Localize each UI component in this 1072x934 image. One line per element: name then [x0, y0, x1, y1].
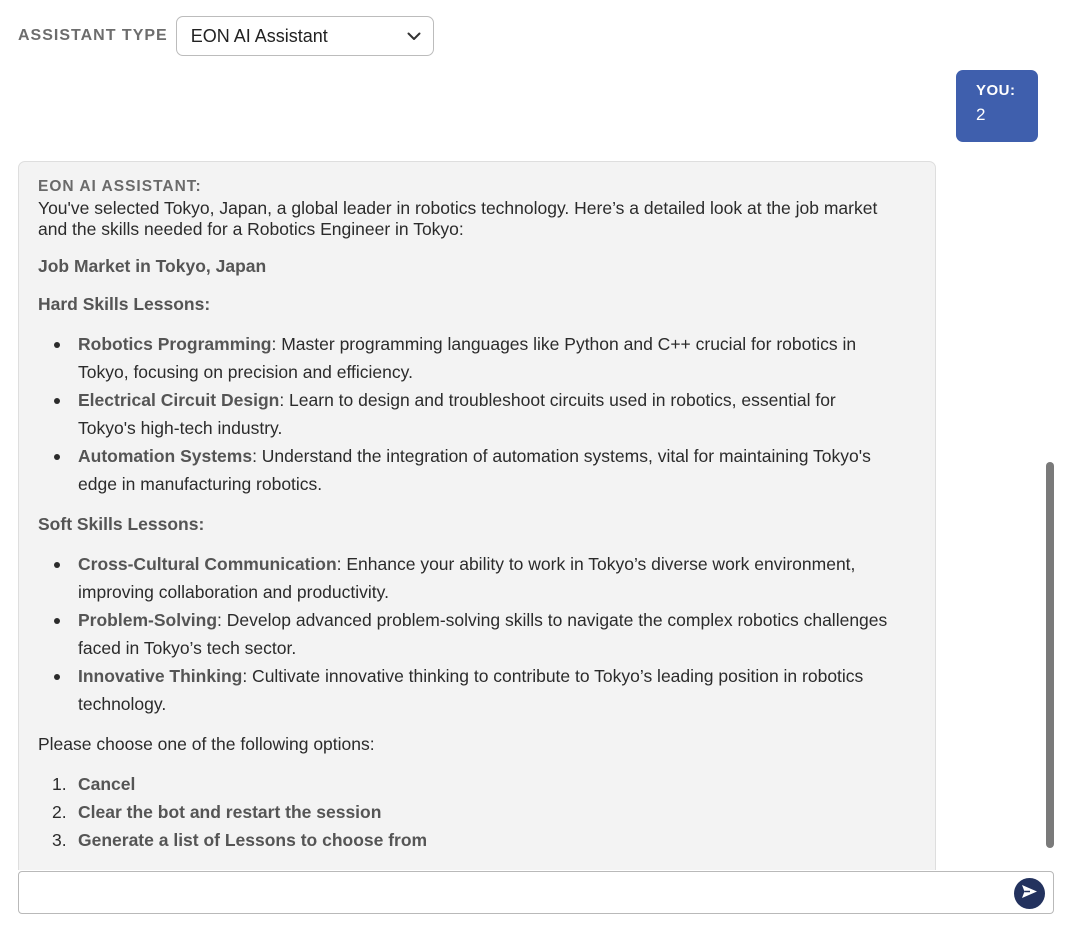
send-button[interactable]: [1014, 878, 1045, 909]
user-message-label: YOU:: [976, 82, 1016, 99]
user-message-text: 2: [976, 105, 986, 124]
assistant-type-row: [18, 16, 434, 56]
chat-messages[interactable]: [0, 62, 1072, 870]
option-number: 2.: [52, 802, 67, 822]
list-item: [78, 386, 895, 442]
option-number: 1.: [52, 774, 67, 794]
skill-description: : Cultivate innovative thinking to contribute to Tokyo’s leading position in robotics technology.: [78, 666, 864, 714]
option-number: 3.: [52, 830, 67, 850]
options-list: [38, 770, 895, 854]
list-item: [78, 606, 895, 662]
hard-skills-heading: Hard Skills Lessons:: [38, 294, 211, 314]
scrollbar-thumb[interactable]: [1046, 462, 1054, 848]
options-prompt: Please choose one of the following options:: [38, 734, 375, 754]
list-item: [78, 550, 895, 606]
option-clear-bot[interactable]: [52, 798, 895, 826]
assistant-message-label: EON AI ASSISTANT:: [38, 178, 202, 195]
skill-description: : Develop advanced problem-solving skills to navigate the complex robotics challenges faced in Tokyo’s tech sector.: [78, 610, 888, 658]
user-message: [956, 70, 1038, 142]
skill-name: Problem-Solving: [78, 610, 218, 630]
assistant-type-select[interactable]: [176, 16, 434, 56]
soft-skills-list: [38, 550, 895, 718]
option-generate-lessons[interactable]: [52, 826, 895, 854]
message-input[interactable]: [29, 878, 1009, 908]
list-item: [78, 442, 895, 498]
list-item: [78, 662, 895, 718]
skill-description: : Master programming languages like Python and C++ crucial for robotics in Tokyo, focusing on precision and efficiency.: [78, 334, 857, 382]
option-label: Clear the bot and restart the session: [78, 802, 382, 822]
assistant-message: [18, 161, 936, 870]
skill-name: Electrical Circuit Design: [78, 390, 280, 410]
assistant-type-value: EON AI Assistant: [190, 25, 328, 46]
assistant-type-label: ASSISTANT TYPE: [18, 27, 168, 44]
skill-name: Cross-Cultural Communication: [78, 554, 337, 574]
chevron-down-icon: [407, 32, 421, 41]
skill-description: : Enhance your ability to work in Tokyo’s diverse work environment, improving collaboration and productivity.: [78, 554, 856, 602]
skill-description: : Learn to design and troubleshoot circuits used in robotics, essential for Tokyo's high-tech industry.: [78, 390, 836, 438]
option-label: Generate a list of Lessons to choose from: [78, 830, 428, 850]
skill-description: : Understand the integration of automation systems, vital for maintaining Tokyo's edge in manufacturing robotics.: [78, 446, 871, 494]
assistant-intro-text: You've selected Tokyo, Japan, a global leader in robotics technology. Here’s a detailed look at the job market and the skills needed for a Robotics Engineer in Tokyo:: [38, 198, 878, 239]
skill-name: Automation Systems: [78, 446, 253, 466]
option-label: Cancel: [78, 774, 136, 794]
skill-name: Robotics Programming: [78, 334, 272, 354]
message-composer: [18, 871, 1054, 914]
list-item: [78, 330, 895, 386]
hard-skills-list: [38, 330, 895, 498]
send-arrow-icon: [1021, 884, 1038, 904]
skill-name: Innovative Thinking: [78, 666, 243, 686]
option-cancel[interactable]: [52, 770, 895, 798]
job-market-heading: Job Market in Tokyo, Japan: [38, 256, 267, 276]
soft-skills-heading: Soft Skills Lessons:: [38, 514, 205, 534]
